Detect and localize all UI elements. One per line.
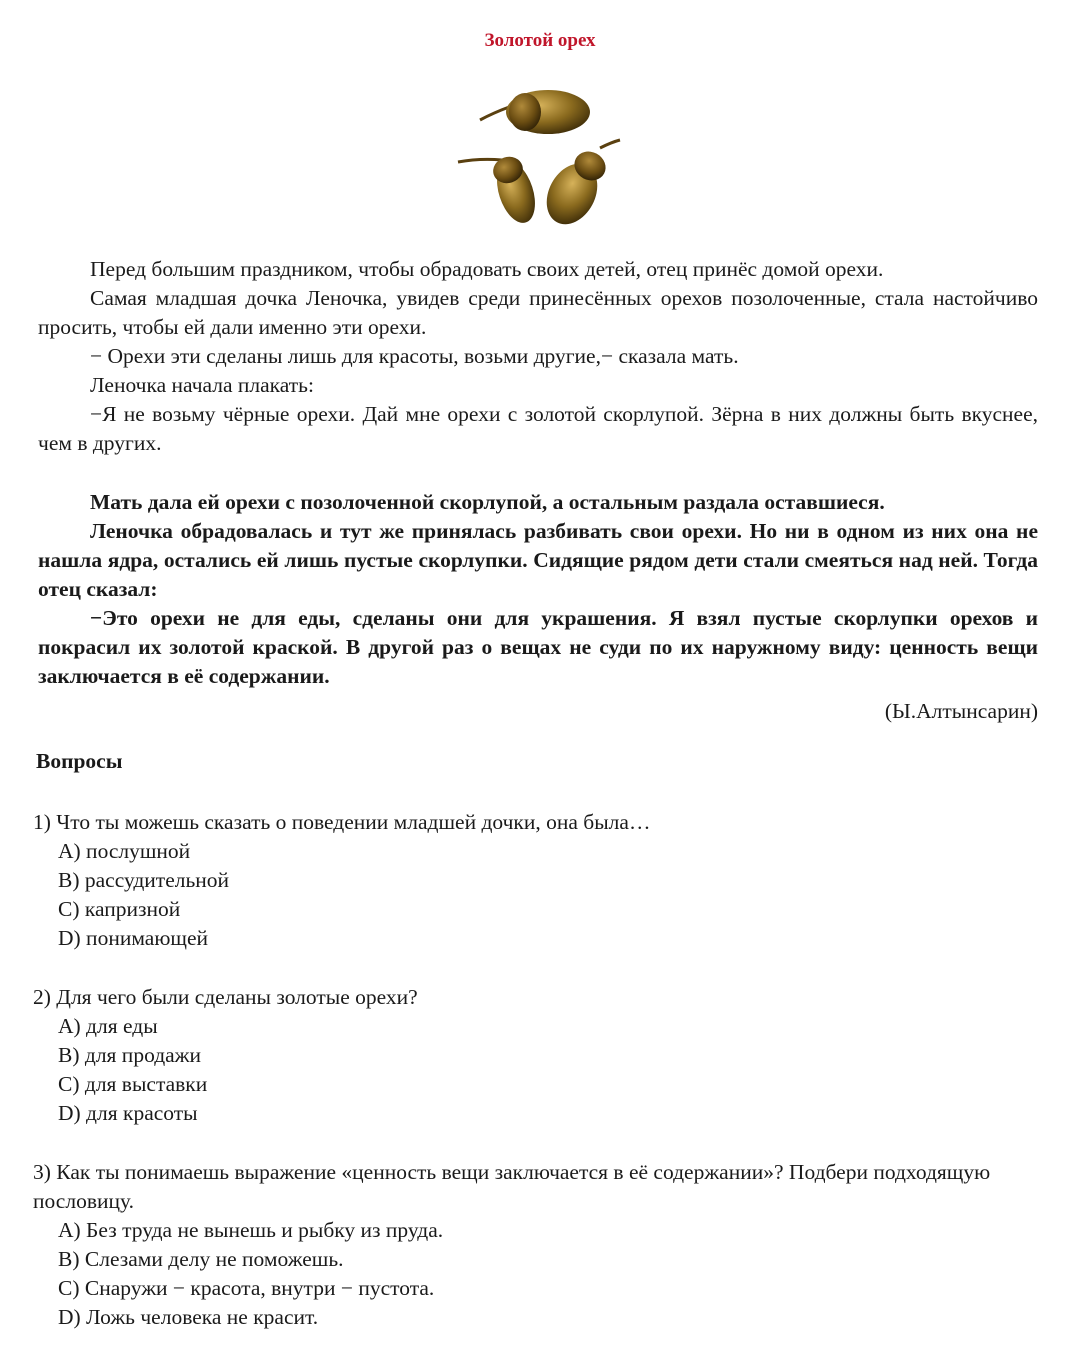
acorn-left xyxy=(458,153,542,228)
acorn-top xyxy=(480,90,590,134)
answer-option[interactable]: B) для продажи xyxy=(58,1043,202,1067)
question-item xyxy=(33,1158,1038,1332)
question-text: 1) Что ты можешь сказать о поведении младшей дочки, она была… xyxy=(33,810,651,834)
question-text: 2) Для чего были сделаны золотые орехи? xyxy=(33,985,418,1009)
answer-options xyxy=(33,1216,1038,1332)
answer-option[interactable]: A) для еды xyxy=(58,1014,158,1038)
questions-list xyxy=(33,808,1038,1362)
answer-options xyxy=(33,1012,1038,1128)
story-paragraph: Самая младшая дочка Леночка, увидев среди принесённых орехов позолоченные, стала настойчиво просить, чтобы ей дали именно эти орехи. xyxy=(38,286,1038,339)
story-text xyxy=(38,255,1038,726)
story-author: (Ы.Алтынсарин) xyxy=(884,699,1038,723)
story-bold-paragraph: −Это орехи не для еды, сделаны они для украшения. Я взял пустые скорлупки орехов и покрасил их золотой краской. В другой раз о вещах не суди по их наружному виду: ценность вещи заключается в её содержании. xyxy=(38,606,1038,688)
story-paragraph: Леночка начала плакать: xyxy=(90,373,314,397)
story-bold-paragraph: Леночка обрадовалась и тут же принялась разбивать свои орехи. Но ни в одном из них она не нашла ядра, остались ей лишь пустые скорлупки. Сидящие рядом дети стали смеяться над ней. Тогда отец сказал: xyxy=(38,519,1038,601)
question-item xyxy=(33,983,1038,1128)
answer-option[interactable]: C) для выставки xyxy=(58,1072,208,1096)
story-paragraph: −Я не возьму чёрные орехи. Дай мне орехи с золотой скорлупой. Зёрна в них должны быть вкуснее, чем в других. xyxy=(38,402,1038,455)
answer-option[interactable]: B) Слезами делу не поможешь. xyxy=(58,1247,344,1271)
story-bold-section xyxy=(38,488,1038,691)
question-text: 3) Как ты понимаешь выражение «ценность вещи заключается в её содержании»? Подбери подходящую пословицу. xyxy=(33,1160,991,1213)
acorn-right xyxy=(537,140,620,232)
answer-option[interactable]: C) Снаружи − красота, внутри − пустота. xyxy=(58,1276,435,1300)
questions-heading: Вопросы xyxy=(36,749,123,773)
golden-acorns-icon xyxy=(450,82,630,232)
answer-options xyxy=(33,837,1038,953)
answer-option[interactable]: D) понимающей xyxy=(58,926,208,950)
story-bold-paragraph: Мать дала ей орехи с позолоченной скорлупой, а остальным раздала оставшиеся. xyxy=(90,490,885,514)
answer-option[interactable]: D) для красоты xyxy=(58,1101,198,1125)
story-title: Золотой орех xyxy=(484,30,596,51)
question-item xyxy=(33,808,1038,953)
answer-option[interactable]: B) рассудительной xyxy=(58,868,230,892)
answer-option[interactable]: A) Без труда не вынешь и рыбку из пруда. xyxy=(58,1218,444,1242)
answer-option[interactable]: D) Ложь человека не красит. xyxy=(58,1305,319,1329)
story-paragraph: − Орехи эти сделаны лишь для красоты, возьми другие,− сказала мать. xyxy=(90,344,739,368)
answer-option[interactable]: C) капризной xyxy=(58,897,181,921)
story-paragraph: Перед большим праздником, чтобы обрадовать своих детей, отец принёс домой орехи. xyxy=(90,257,884,281)
answer-option[interactable]: A) послушной xyxy=(58,839,191,863)
